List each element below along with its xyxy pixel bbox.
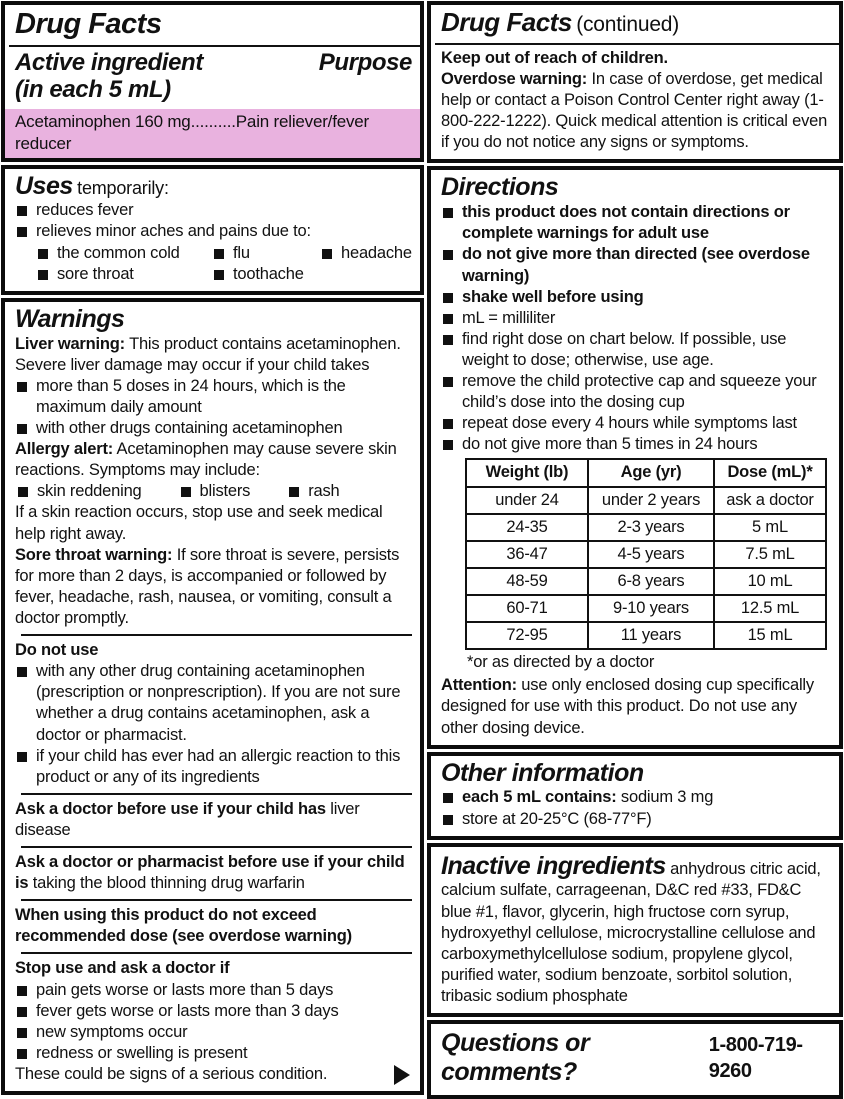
list-item: relieves minor aches and pains due to: [15,221,412,242]
left-column [1,1,424,1084]
overdose-warning: Overdose warning: In case of overdose, get medical help or contact a Poison Control Center right away (1-800-222-1222). Quick medical attention is critical even if you do not notice any signs or symptoms. [441,69,828,152]
list-item: do not give more than directed (see overdose warning) [441,244,831,286]
list-item: with other drugs containing acetaminophen [15,418,412,439]
table-footnote: *or as directed by a doctor [467,653,655,672]
list-item: the common cold [37,243,213,264]
allergy-followup: If a skin reaction occurs, stop use and seek medical help right away. [15,503,383,543]
section-divider [21,952,412,954]
list-item: repeat dose every 4 hours while symptoms last [441,413,831,434]
list-item: store at 20-25°C (68-77°F) [441,809,831,830]
attention-note: Attention: use only enclosed dosing cup specifically designed for use with this product. Do not use any other dosing device. [441,676,814,737]
panel-drug-facts [1,1,424,162]
list-item: skin reddening [17,481,142,502]
column-header: Dose (mL)* [714,459,826,486]
panel-warnings [1,298,424,1095]
list-item: rash [288,481,339,502]
allergy-alert: Allergy alert: Acetaminophen may cause severe skin reactions. Symptoms may include: [15,440,397,480]
list-item: with any other drug containing acetaminophen (prescription or nonprescription). If you are not sure whether a drug contains acetaminophen, ask a doctor or pharmacist. [15,661,412,745]
other-information-list [441,787,831,829]
directions-heading: Directions [441,173,559,202]
ask-doctor-line: Ask a doctor before use if your child has liver disease [15,799,360,839]
column-header: Age (yr) [588,459,714,486]
active-ingredient-heading [5,50,420,77]
sore-throat-warning: Sore throat warning: If sore throat is severe, persists for more than 2 days, is accompanied or followed by fever, headache, rash, nausea, or vomiting, consult a doctor promptly. [15,545,400,627]
table-row: 72-95 11 years 15 mL [466,622,826,649]
title-divider [435,43,839,45]
right-column [427,1,843,1086]
questions-heading: Questions or comments? [441,1029,590,1086]
list-item: toothache [213,264,321,285]
section-divider [21,846,412,848]
active-ingredient-row: Acetaminophen 160 mg..........Pain reliever/fever reducer [5,109,420,158]
inactive-ingredients-paragraph: Inactive ingredients anhydrous citric acid, calcium sulfate, carrageenan, D&C red #33, FD&C blue #1, flavor, glycerin, high fructose corn syrup, hydroxyethyl cellulose, microcrystalline cellulose and carboxymethylcellulose sodium, propylene glycol, purified water, sodium benzoate, sorbitol solution, tribasic sodium phosphate [441,851,821,1005]
list-item: blisters [180,481,251,502]
attention-label: Attention: [441,676,517,695]
other-information-heading: Other information [441,758,644,787]
panel-inactive-ingredients [427,843,843,1017]
table-row: under 24 under 2 years ask a doctor [466,487,826,514]
stop-use-heading: Stop use and ask a doctor if [15,959,230,978]
continue-arrow-icon [394,1065,410,1085]
do-not-use-heading: Do not use [15,641,99,660]
panel-directions [427,166,843,748]
list-item: redness or swelling is present [15,1043,412,1064]
table-row: 60-71 9-10 years 12.5 mL [466,595,826,622]
active-ingredient-subheading: (in each 5 mL) [15,76,171,104]
liver-warning-list [15,376,412,439]
allergy-alert-label: Allergy alert: [15,440,114,459]
list-item: shake well before using [441,287,831,308]
continued-title-line [431,8,839,39]
directions-list [441,202,831,455]
uses-list [15,200,412,242]
drug-facts-title: Drug Facts [15,8,162,40]
warnings-heading: Warnings [15,304,125,333]
uses-heading-line [15,172,412,201]
table-row: 48-59 6-8 years 10 mL [466,568,826,595]
list-item: do not give more than 5 times in 24 hours [441,434,831,455]
list-item: find right dose on chart below. If possible, use weight to dose; otherwise, use age. [441,329,831,371]
list-item: if your child has ever had an allergic reaction to this product or any of its ingredients [15,746,412,788]
uses-intro: temporarily: [77,177,169,198]
list-item: new symptoms occur [15,1022,412,1043]
section-divider [21,634,412,636]
purpose-label: Purpose [318,49,412,77]
list-item: headache [321,243,412,264]
uses-sublist-row2 [15,264,412,285]
list-item: more than 5 doses in 24 hours, which is the maximum daily amount [15,376,412,418]
when-using-line: When using this product do not exceed recommended dose (see overdose warning) [15,906,352,946]
stop-use-list [15,980,412,1064]
stop-use-footer: These could be signs of a serious condition. [15,1064,412,1085]
questions-phone: 1-800-719-9260 [708,1034,803,1082]
do-not-use-list [15,661,412,788]
list-item: mL = milliliter [441,308,831,329]
liver-warning: Liver warning: This product contains acetaminophen. Severe liver damage may occur if your child takes [15,334,401,374]
list-item: sore throat [37,264,213,285]
panel-continued [427,1,843,163]
table-row: 24-35 2-3 years 5 mL [466,514,826,541]
panel-other-information [427,752,843,840]
list-item: remove the child protective cap and squeeze your child’s dose into the dosing cup [441,371,831,413]
overdose-warning-label: Overdose warning: [441,69,588,88]
panel-questions [427,1020,843,1099]
table-header-row [466,459,826,486]
list-item: each 5 mL contains: sodium 3 mg [441,787,831,808]
continued-suffix: (continued) [576,13,680,36]
allergy-symptoms-row [15,481,412,502]
liver-warning-label: Liver warning: [15,334,125,353]
inactive-ingredients-heading: Inactive ingredients [441,851,666,880]
list-item: pain gets worse or lasts more than 5 days [15,980,412,1001]
ask-pharmacist-line: Ask a doctor or pharmacist before use if your child is taking the blood thinning drug warfarin [15,853,405,893]
panel-uses [1,165,424,295]
active-ingredient-label: Active ingredient [15,49,203,77]
list-item: flu [213,243,321,264]
list-item: reduces fever [15,200,412,221]
section-divider [21,899,412,901]
sore-throat-warning-label: Sore throat warning: [15,545,173,564]
uses-sublist-row1 [15,243,412,264]
column-header: Weight (lb) [466,459,588,486]
section-divider [21,793,412,795]
list-item: this product does not contain directions or complete warnings for adult use [441,202,831,244]
drug-facts-continued-title: Drug Facts [441,7,572,37]
title-divider [9,45,420,47]
questions-line [441,1027,831,1089]
table-row: 36-47 4-5 years 7.5 mL [466,541,826,568]
keep-out-line: Keep out of reach of children. [441,48,668,67]
uses-heading: Uses [15,171,73,200]
list-item: fever gets worse or lasts more than 3 days [15,1001,412,1022]
dosing-table [465,458,827,650]
